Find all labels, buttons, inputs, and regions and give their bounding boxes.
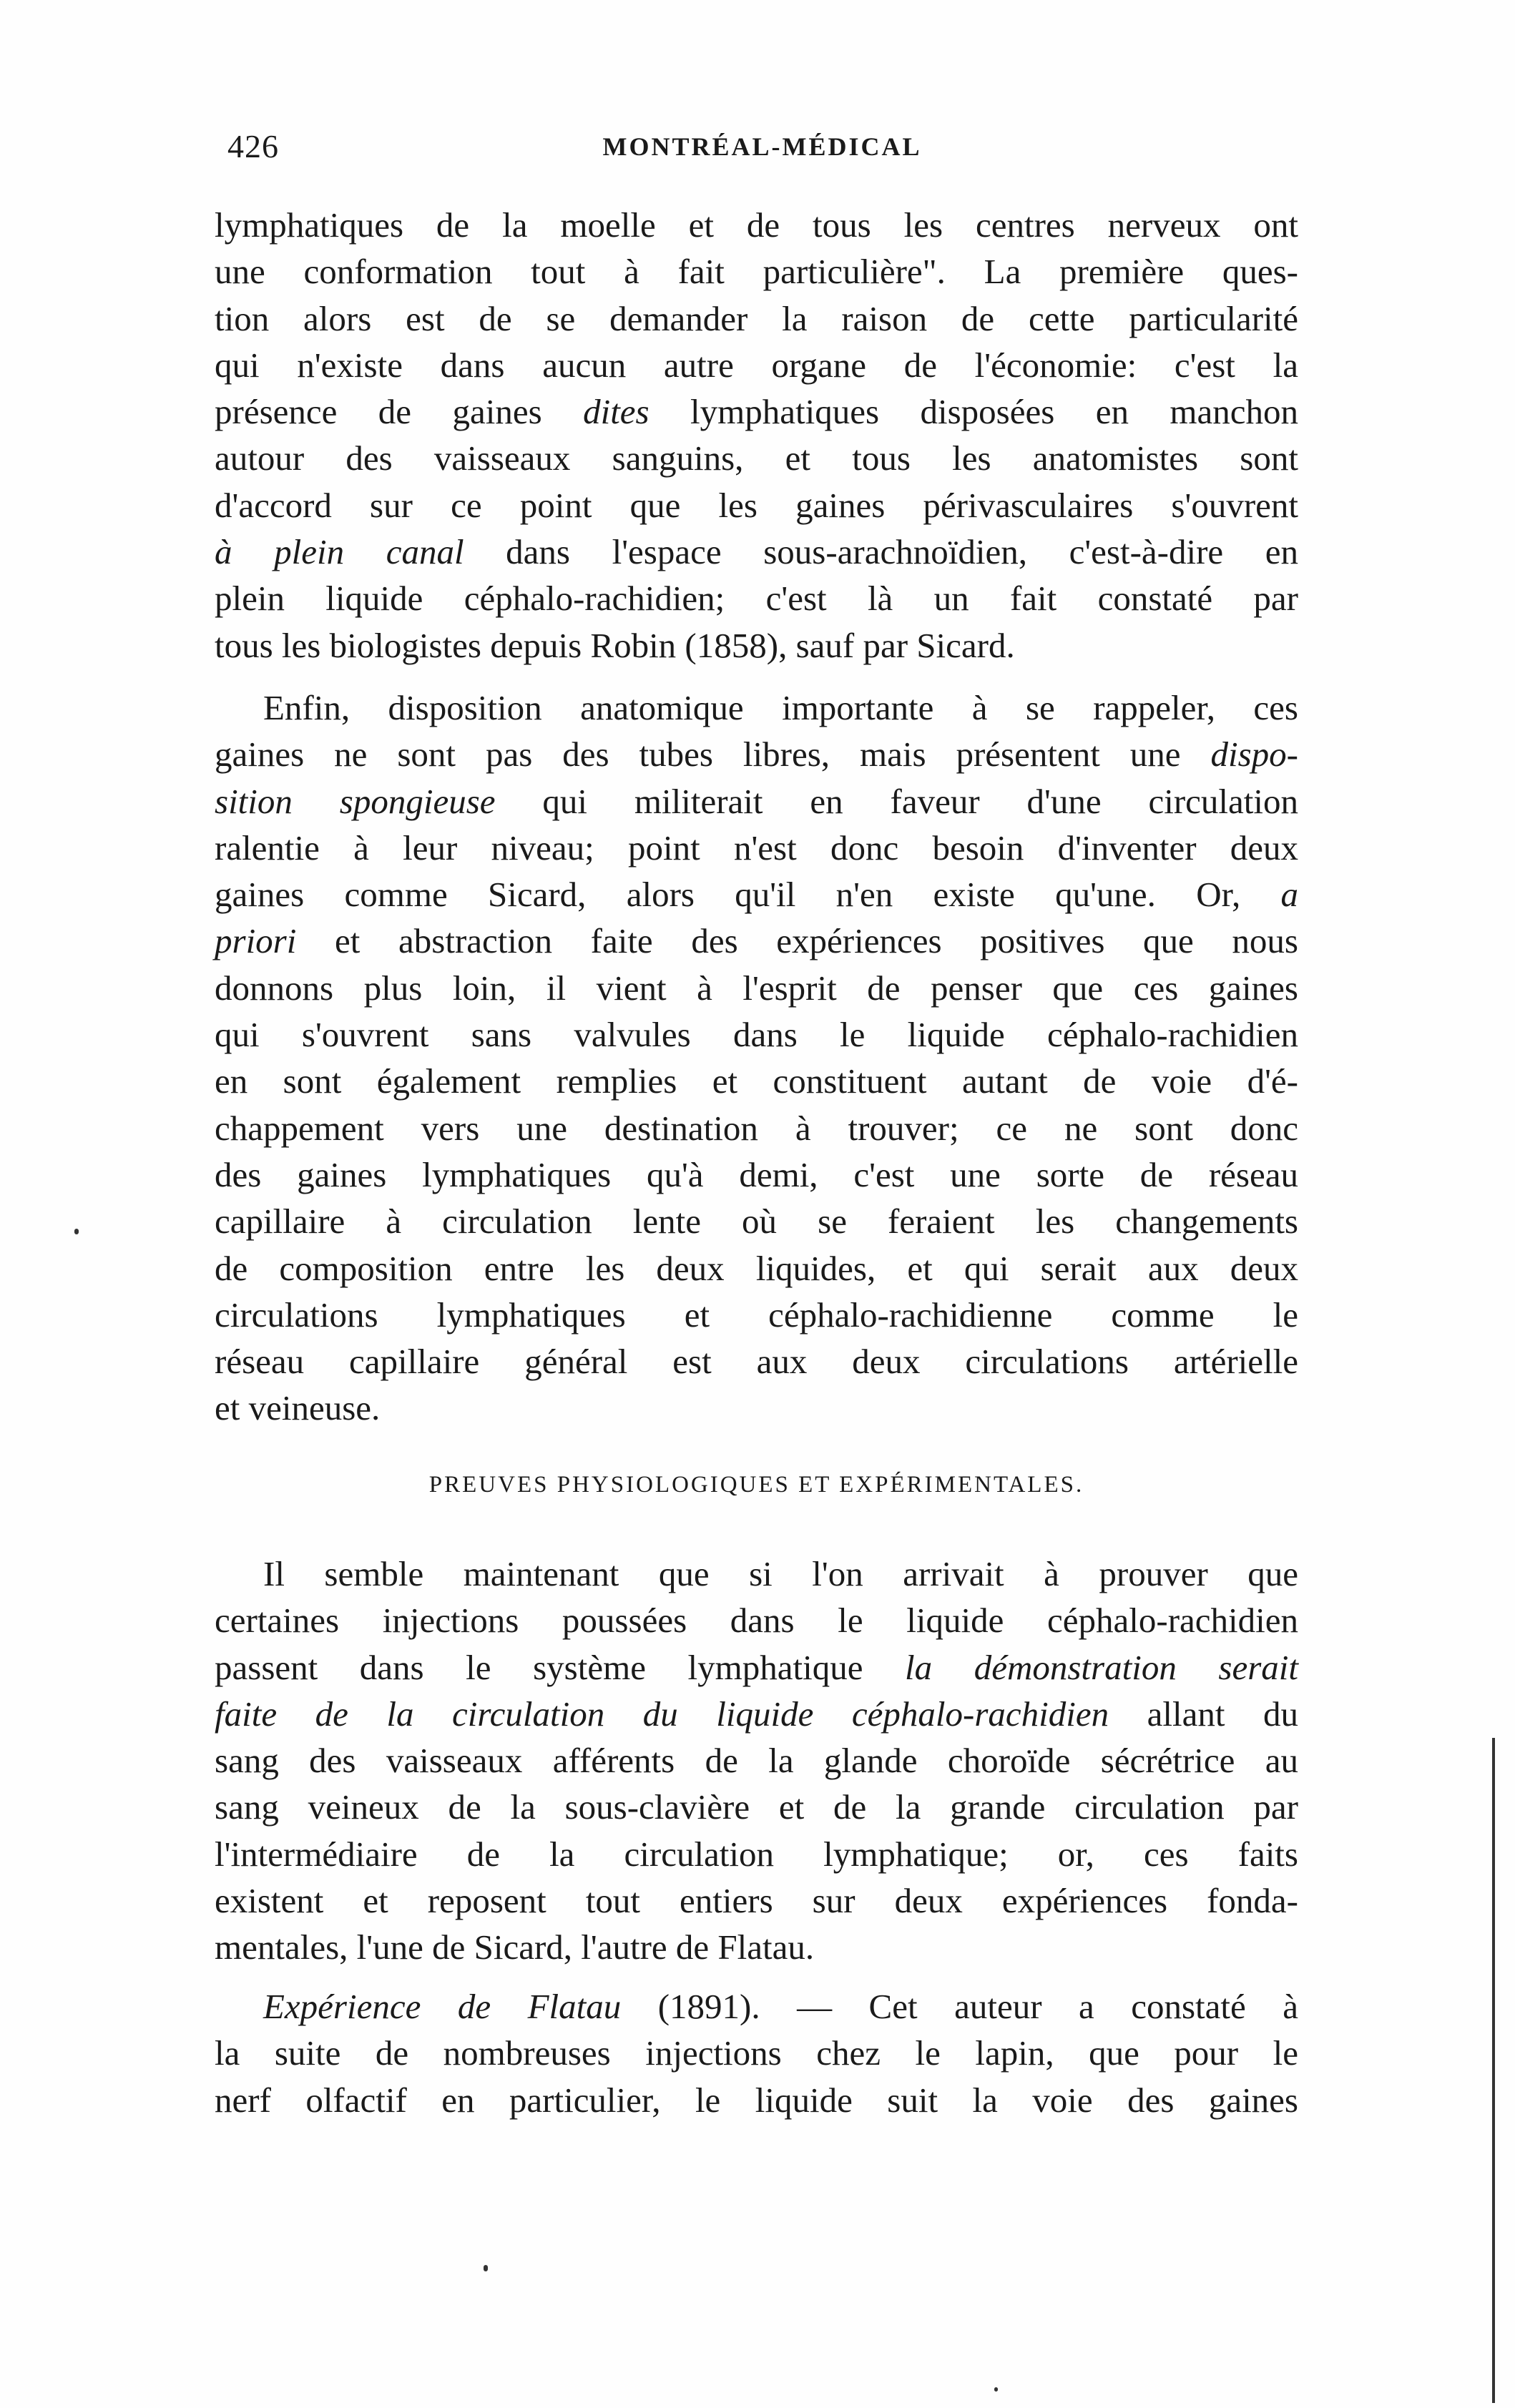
text-line: existent et reposent tout entiers sur deux expériences fonda-	[215, 1881, 1298, 1921]
text-line: la suite de nombreuses injections chez le lapin, que pour le	[215, 2033, 1298, 2073]
text-line: et veineuse.	[215, 1388, 381, 1428]
text-line: plein liquide céphalo-rachidien; c'est là un fait constaté par	[215, 579, 1298, 619]
text-line: d'accord sur ce point que les gaines périvasculaires s'ouvrent	[215, 485, 1298, 525]
paragraph-1	[215, 202, 1298, 669]
text-line: Expérience de Flatau (1891). — Cet auteur a constaté à	[263, 1987, 1298, 2026]
paragraph-2	[215, 684, 1298, 1432]
paragraph-4	[215, 1983, 1298, 2123]
text-line: gaines ne sont pas des tubes libres, mais présentent une dispo-	[215, 734, 1298, 775]
text-line: des gaines lymphatiques qu'à demi, c'est une sorte de réseau	[215, 1154, 1298, 1194]
text-line: mentales, l'une de Sicard, l'autre de Flatau.	[215, 1927, 815, 1967]
text-line: de composition entre les deux liquides, et qui serait aux deux	[215, 1248, 1298, 1288]
text-line: faite de la circulation du liquide céphalo-rachidien allant du	[215, 1694, 1298, 1734]
text-line: l'intermédiaire de la circulation lymphatique; or, ces faits	[215, 1834, 1298, 1874]
section-title: PREUVES PHYSIOLOGIQUES ET EXPÉRIMENTALES.	[428, 1472, 1084, 1498]
text-line: circulations lymphatiques et céphalo-rachidienne comme le	[215, 1294, 1298, 1335]
text-line: sang veineux de la sous-clavière et de la grande circulation par	[215, 1787, 1298, 1827]
text-line: une conformation tout à fait particulière". La première ques-	[215, 252, 1298, 292]
text-line: présence de gaines dites lymphatiques disposées en manchon	[215, 392, 1299, 432]
margin-dot	[74, 1229, 79, 1234]
text-line: en sont également remplies et constituent autant de voie d'é-	[215, 1061, 1298, 1101]
text-line: tion alors est de se demander la raison de cette particularité	[215, 298, 1298, 338]
margin-dot	[484, 2265, 488, 2271]
text-line: passent dans le système lymphatique la démonstration serait	[215, 1647, 1299, 1687]
text-line: à plein canal dans l'espace sous-arachnoïdien, c'est-à-dire en	[215, 532, 1298, 572]
text-line: donnons plus loin, il vient à l'esprit de penser que ces gaines	[215, 968, 1298, 1008]
text-line: autour des vaisseaux sanguins, et tous les anatomistes sont	[215, 438, 1298, 478]
text-line: sang des vaisseaux afférents de la glande choroïde sécrétrice au	[215, 1741, 1298, 1781]
text-line: qui n'existe dans aucun autre organe de l'économie: c'est la	[215, 345, 1298, 385]
text-line: Enfin, disposition anatomique importante à se rappeler, ces	[263, 688, 1298, 727]
text-line: tous les biologistes depuis Robin (1858), sauf par Sicard.	[215, 625, 1015, 665]
page-header	[227, 127, 1297, 177]
text-line: certaines injections poussées dans le liquide céphalo-rachidien	[215, 1601, 1298, 1641]
text-line: lymphatiques de la moelle et de tous les centres nerveux ont	[215, 205, 1298, 245]
text-line: qui s'ouvrent sans valvules dans le liquide céphalo-rachidien	[215, 1015, 1298, 1055]
text-line: ralentie à leur niveau; point n'est donc besoin d'inventer deux	[215, 827, 1298, 868]
text-line: réseau capillaire général est aux deux circulations artérielle	[215, 1342, 1298, 1382]
text-line: nerf olfactif en particulier, le liquide suit la voie des gaines	[215, 2080, 1298, 2120]
text-line: gaines comme Sicard, alors qu'il n'en existe qu'une. Or, a	[215, 875, 1298, 915]
running-head: MONTRÉAL-MÉDICAL	[602, 132, 922, 161]
text-line: chappement vers une destination à trouver; ce ne sont donc	[215, 1108, 1298, 1148]
margin-rule	[1492, 1738, 1495, 2403]
page-number: 426	[227, 128, 279, 164]
text-line: sition spongieuse qui militerait en faveur d'une circulation	[215, 781, 1298, 821]
text-line: capillaire à circulation lente où se feraient les changements	[215, 1201, 1298, 1242]
text-line: Il semble maintenant que si l'on arrivait à prouver que	[263, 1554, 1298, 1593]
paragraph-3	[215, 1551, 1298, 1971]
text-line: priori et abstraction faite des expériences positives que nous	[215, 921, 1298, 961]
margin-dot	[994, 2387, 998, 2392]
